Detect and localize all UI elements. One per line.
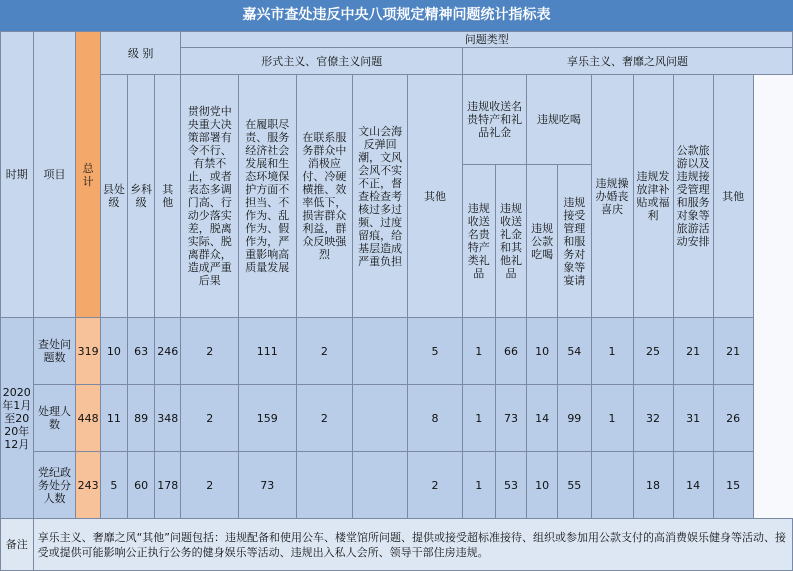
township-value: 60 — [128, 452, 155, 519]
other-level-header: 其他 — [155, 75, 181, 318]
accept-banquet-value: 99 — [558, 385, 592, 452]
formalism-3-value: 2 — [296, 385, 353, 452]
formalism-header: 形式主义、官僚主义问题 — [181, 48, 463, 75]
travel-value: 31 — [673, 385, 713, 452]
other-level-value: 246 — [155, 318, 181, 385]
gift-money-value: 66 — [495, 318, 527, 385]
public-funds-eat-value: 10 — [527, 452, 558, 519]
formalism-2-value: 73 — [239, 452, 297, 519]
stats-table — [0, 31, 793, 571]
formalism-4-value — [353, 385, 408, 452]
other-level-value: 178 — [155, 452, 181, 519]
page-title: 嘉兴市查处违反中央八项规定精神问题统计指标表 — [0, 0, 793, 32]
county-value: 11 — [100, 385, 127, 452]
total-value: 448 — [76, 385, 100, 452]
wedding-header: 违规操办婚丧喜庆 — [591, 75, 633, 318]
allowance-value: 18 — [633, 452, 673, 519]
hedonism-other-value: 26 — [713, 385, 753, 452]
formalism-col-2: 在履职尽责、服务经济社会发展和生态环境保护方面不担当、不作为、乱作为、假作为，严重影响高质量发展 — [239, 75, 297, 318]
allowance-value: 32 — [633, 385, 673, 452]
total-header: 总计 — [76, 32, 100, 318]
gift-specialty-value: 1 — [463, 452, 496, 519]
level-header: 级 别 — [100, 32, 181, 75]
wedding-value: 1 — [591, 318, 633, 385]
wedding-value: 1 — [591, 385, 633, 452]
formalism-other-value: 5 — [408, 318, 463, 385]
formalism-col-other: 其他 — [408, 75, 463, 318]
public-funds-eat-value: 10 — [527, 318, 558, 385]
formalism-col-4: 文山会海反弹回潮，文风会风不实不正，督查检查考核过多过频、过度留痕，给基层造成严重负担 — [353, 75, 408, 318]
item-header: 项目 — [33, 32, 76, 318]
formalism-1-value: 2 — [181, 318, 239, 385]
eat-group-header: 违规吃喝 — [527, 75, 591, 165]
gift-specialty-value: 1 — [463, 385, 496, 452]
county-value: 10 — [100, 318, 127, 385]
public-funds-eat-value: 14 — [527, 385, 558, 452]
row-item-label: 党纪政务处分人数 — [33, 452, 76, 519]
period-cell: 2020年1月至2020年12月 — [1, 318, 34, 519]
travel-value: 21 — [673, 318, 713, 385]
accept-banquet-header: 违规接受管理和服务对象等宴请 — [558, 165, 592, 318]
formalism-2-value: 111 — [239, 318, 297, 385]
hedonism-other-value: 21 — [713, 318, 753, 385]
formalism-other-value: 2 — [408, 452, 463, 519]
formalism-col-1: 贯彻党中央重大决策部署有令不行、有禁不止，或者表态多调门高、行动少落实差，脱离实际、脱离群众，造成严重后果 — [181, 75, 239, 318]
formalism-4-value — [353, 318, 408, 385]
gift-specialty-header: 违规收送名贵特产类礼品 — [463, 165, 496, 318]
formalism-4-value — [353, 452, 408, 519]
hedonism-other-header: 其他 — [713, 75, 753, 318]
wedding-value — [591, 452, 633, 519]
formalism-3-value — [296, 452, 353, 519]
gift-money-value: 73 — [495, 385, 527, 452]
formalism-col-3: 在联系服务群众中消极应付、冷硬横推、效率低下，损害群众利益，群众反映强烈 — [296, 75, 353, 318]
row-item-label: 处理人数 — [33, 385, 76, 452]
problem-type-header: 问题类型 — [181, 32, 793, 48]
travel-value: 14 — [673, 452, 713, 519]
note-label: 备注 — [1, 519, 34, 571]
county-level-header: 县处级 — [100, 75, 127, 318]
total-value: 243 — [76, 452, 100, 519]
allowance-header: 违规发放津补贴或福利 — [633, 75, 673, 318]
total-value: 319 — [76, 318, 100, 385]
township-value: 89 — [128, 385, 155, 452]
formalism-1-value: 2 — [181, 385, 239, 452]
township-value: 63 — [128, 318, 155, 385]
formalism-2-value: 159 — [239, 385, 297, 452]
other-level-value: 348 — [155, 385, 181, 452]
public-funds-eat-header: 违规公款吃喝 — [527, 165, 558, 318]
gift-money-header: 违规收送礼金和其他礼品 — [495, 165, 527, 318]
formalism-other-value: 8 — [408, 385, 463, 452]
allowance-value: 25 — [633, 318, 673, 385]
gift-group-header: 违规收送名贵特产和礼品礼金 — [463, 75, 527, 165]
gift-specialty-value: 1 — [463, 318, 496, 385]
hedonism-other-value: 15 — [713, 452, 753, 519]
formalism-1-value: 2 — [181, 452, 239, 519]
accept-banquet-value: 54 — [558, 318, 592, 385]
row-item-label: 查处问题数 — [33, 318, 76, 385]
gift-money-value: 53 — [495, 452, 527, 519]
note-text: 享乐主义、奢靡之风“其他”问题包括：违规配备和使用公车、楼堂馆所问题、提供或接受超标准接待、组织或参加用公款支付的高消费娱乐健身等活动、接受或提供可能影响公正执行公务的健身娱乐等活动、违规出入私人会所、领导干部住房违规。 — [33, 519, 792, 571]
travel-header: 公款旅游以及违规接受管理和服务对象等旅游活动安排 — [673, 75, 713, 318]
period-header: 时期 — [1, 32, 34, 318]
township-level-header: 乡科级 — [128, 75, 155, 318]
county-value: 5 — [100, 452, 127, 519]
formalism-3-value: 2 — [296, 318, 353, 385]
hedonism-header: 享乐主义、奢靡之风问题 — [463, 48, 793, 75]
accept-banquet-value: 55 — [558, 452, 592, 519]
